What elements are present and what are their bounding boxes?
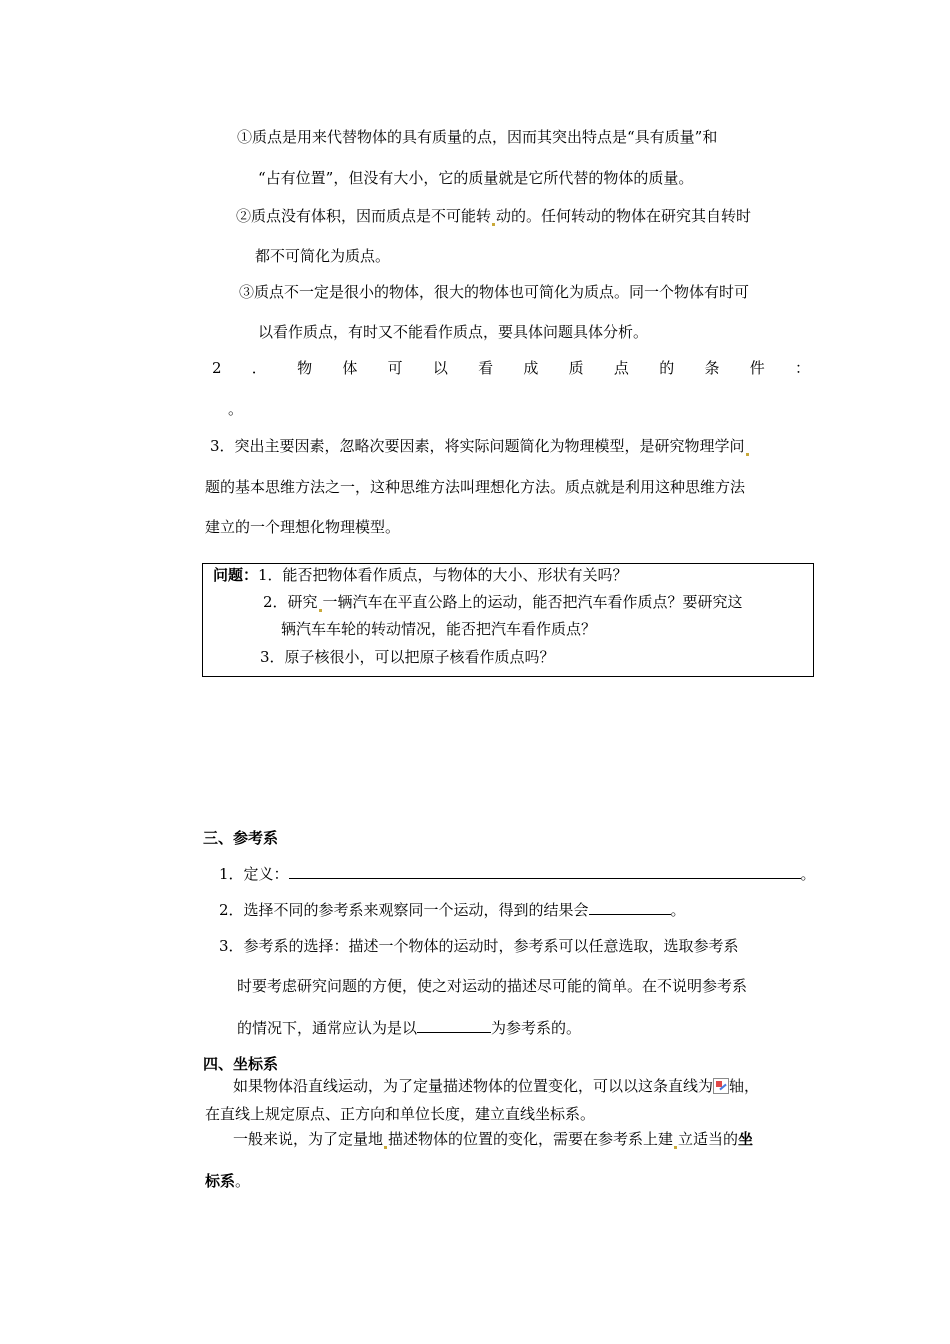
condition-char: 以 [432,359,448,377]
point-item2-line1 [236,206,751,226]
reference-heading: 三、参考系 [203,829,279,847]
reference-def [219,864,816,884]
result-blank[interactable] [589,900,671,915]
question-3: 3．原子核很小，可以把原子核看作质点吗？ [260,648,555,666]
coordinate-p2-b: 描述物体的位置的变化，需要在参考系上建 [388,1130,674,1148]
point-item2-line1-b: 动的。任何转动的物体在研究其自转时 [496,207,752,225]
questions-label: 问题： [213,566,259,584]
condition-char: 点 [613,359,629,377]
point-item1-line1: ①质点是用来代替物体的具有质量的点，因而其突出特点是“具有质量”和 [237,128,718,146]
condition-char: 2 [212,359,222,377]
reference-item2-text: 2．选择不同的参考系来观察同一个运动，得到的结果会 [219,901,589,919]
point-item2-line2: 都不可简化为质点。 [255,247,391,265]
point-item3-line1: ③质点不一定是很小的物体，很大的物体也可简化为质点。同一个物体有时可 [239,283,750,301]
condition-char: 可 [387,359,403,377]
condition-char: ． [251,359,267,377]
questions-line1 [213,565,628,585]
definition-blank[interactable] [289,864,801,879]
reference-item3-line3-a: 的情况下，通常应认为是以 [237,1019,418,1037]
condition-char: 体 [342,359,358,377]
reference-def-end: 。 [800,865,816,883]
condition-char: 质 [568,359,584,377]
ideal-line1-text: 3．突出主要因素，忽略次要因素，将实际问题简化为物理模型，是研究物理学问 [210,437,745,455]
condition-char: 成 [523,359,539,377]
default-frame-blank[interactable] [417,1018,491,1033]
coordinate-p2-end: 。 [235,1172,251,1190]
coordinate-p2-a: 一般来说，为了定量地 [233,1130,384,1148]
edit-mark-icon [319,609,322,612]
condition-char: 看 [478,359,494,377]
reference-def-label: 1．定义： [219,865,289,883]
ideal-line2: 题的基本思维方法之一，这种思维方法叫理想化方法。质点就是利用这种思维方法 [205,478,746,496]
coordinate-p1-b: 轴， [729,1077,760,1095]
edit-mark-icon [384,1146,387,1149]
reference-item3-line3-b: 为参考系的。 [491,1019,582,1037]
condition-char: 件 [749,359,765,377]
coordinate-p1-line2: 在直线上规定原点、正方向和单位长度，建立直线坐标系。 [205,1105,596,1123]
reference-item3-line2: 时要考虑研究问题的方便，使之对运动的描述尽可能的简单。在不说明参考系 [237,977,748,995]
question-2-a: 2．研究 [263,593,318,611]
question-2-b: 一辆汽车在平直公路上的运动，能否把汽车看作质点？要研究这 [322,593,743,611]
missing-image-icon [713,1078,729,1094]
coordinate-p1-line1 [233,1076,759,1096]
question-2-line1 [263,592,743,612]
point-item3-line2: 以看作质点，有时又不能看作质点，要具体问题具体分析。 [258,323,649,341]
reference-item2 [219,900,686,920]
question-2-line2: 辆汽车车轮的转动情况，能否把汽车看作质点？ [281,620,597,638]
reference-item3-line1: 3．参考系的选择：描述一个物体的运动时，参考系可以任意选取，选取参考系 [219,937,739,955]
question-1: 1．能否把物体看作质点，与物体的大小、形状有关吗？ [258,566,628,584]
edit-mark-icon [746,453,749,456]
coordinate-p2-line1 [233,1129,753,1149]
coordinate-p2-c: 立适当的 [678,1130,739,1148]
condition-char: ： [794,359,810,377]
condition-end: 。 [228,400,244,418]
questions-box [202,563,814,677]
condition-line [212,358,810,378]
reference-item2-end: 。 [670,901,686,919]
coordinate-p2-bold1: 坐 [738,1130,754,1148]
condition-char: 物 [297,359,313,377]
edit-mark-icon [674,1146,677,1149]
point-item2-line1-a: ②质点没有体积，因而质点是不可能转 [236,207,492,225]
coordinate-p1-a: 如果物体沿直线运动，为了定量描述物体的位置变化，可以以这条直线为 [233,1077,714,1095]
point-item1-line2: “占有位置”，但没有大小，它的质量就是它所代替的物体的质量。 [258,169,694,187]
reference-item3-line3 [237,1018,581,1038]
condition-char: 条 [704,359,720,377]
coordinate-p2-line2 [205,1171,250,1191]
condition-char: 的 [659,359,675,377]
coordinate-p2-bold2: 标系 [205,1172,236,1190]
ideal-line3: 建立的一个理想化物理模型。 [205,518,401,536]
coordinate-heading: 四、坐标系 [203,1055,279,1073]
ideal-line1 [210,436,750,456]
edit-mark-icon [492,223,495,226]
